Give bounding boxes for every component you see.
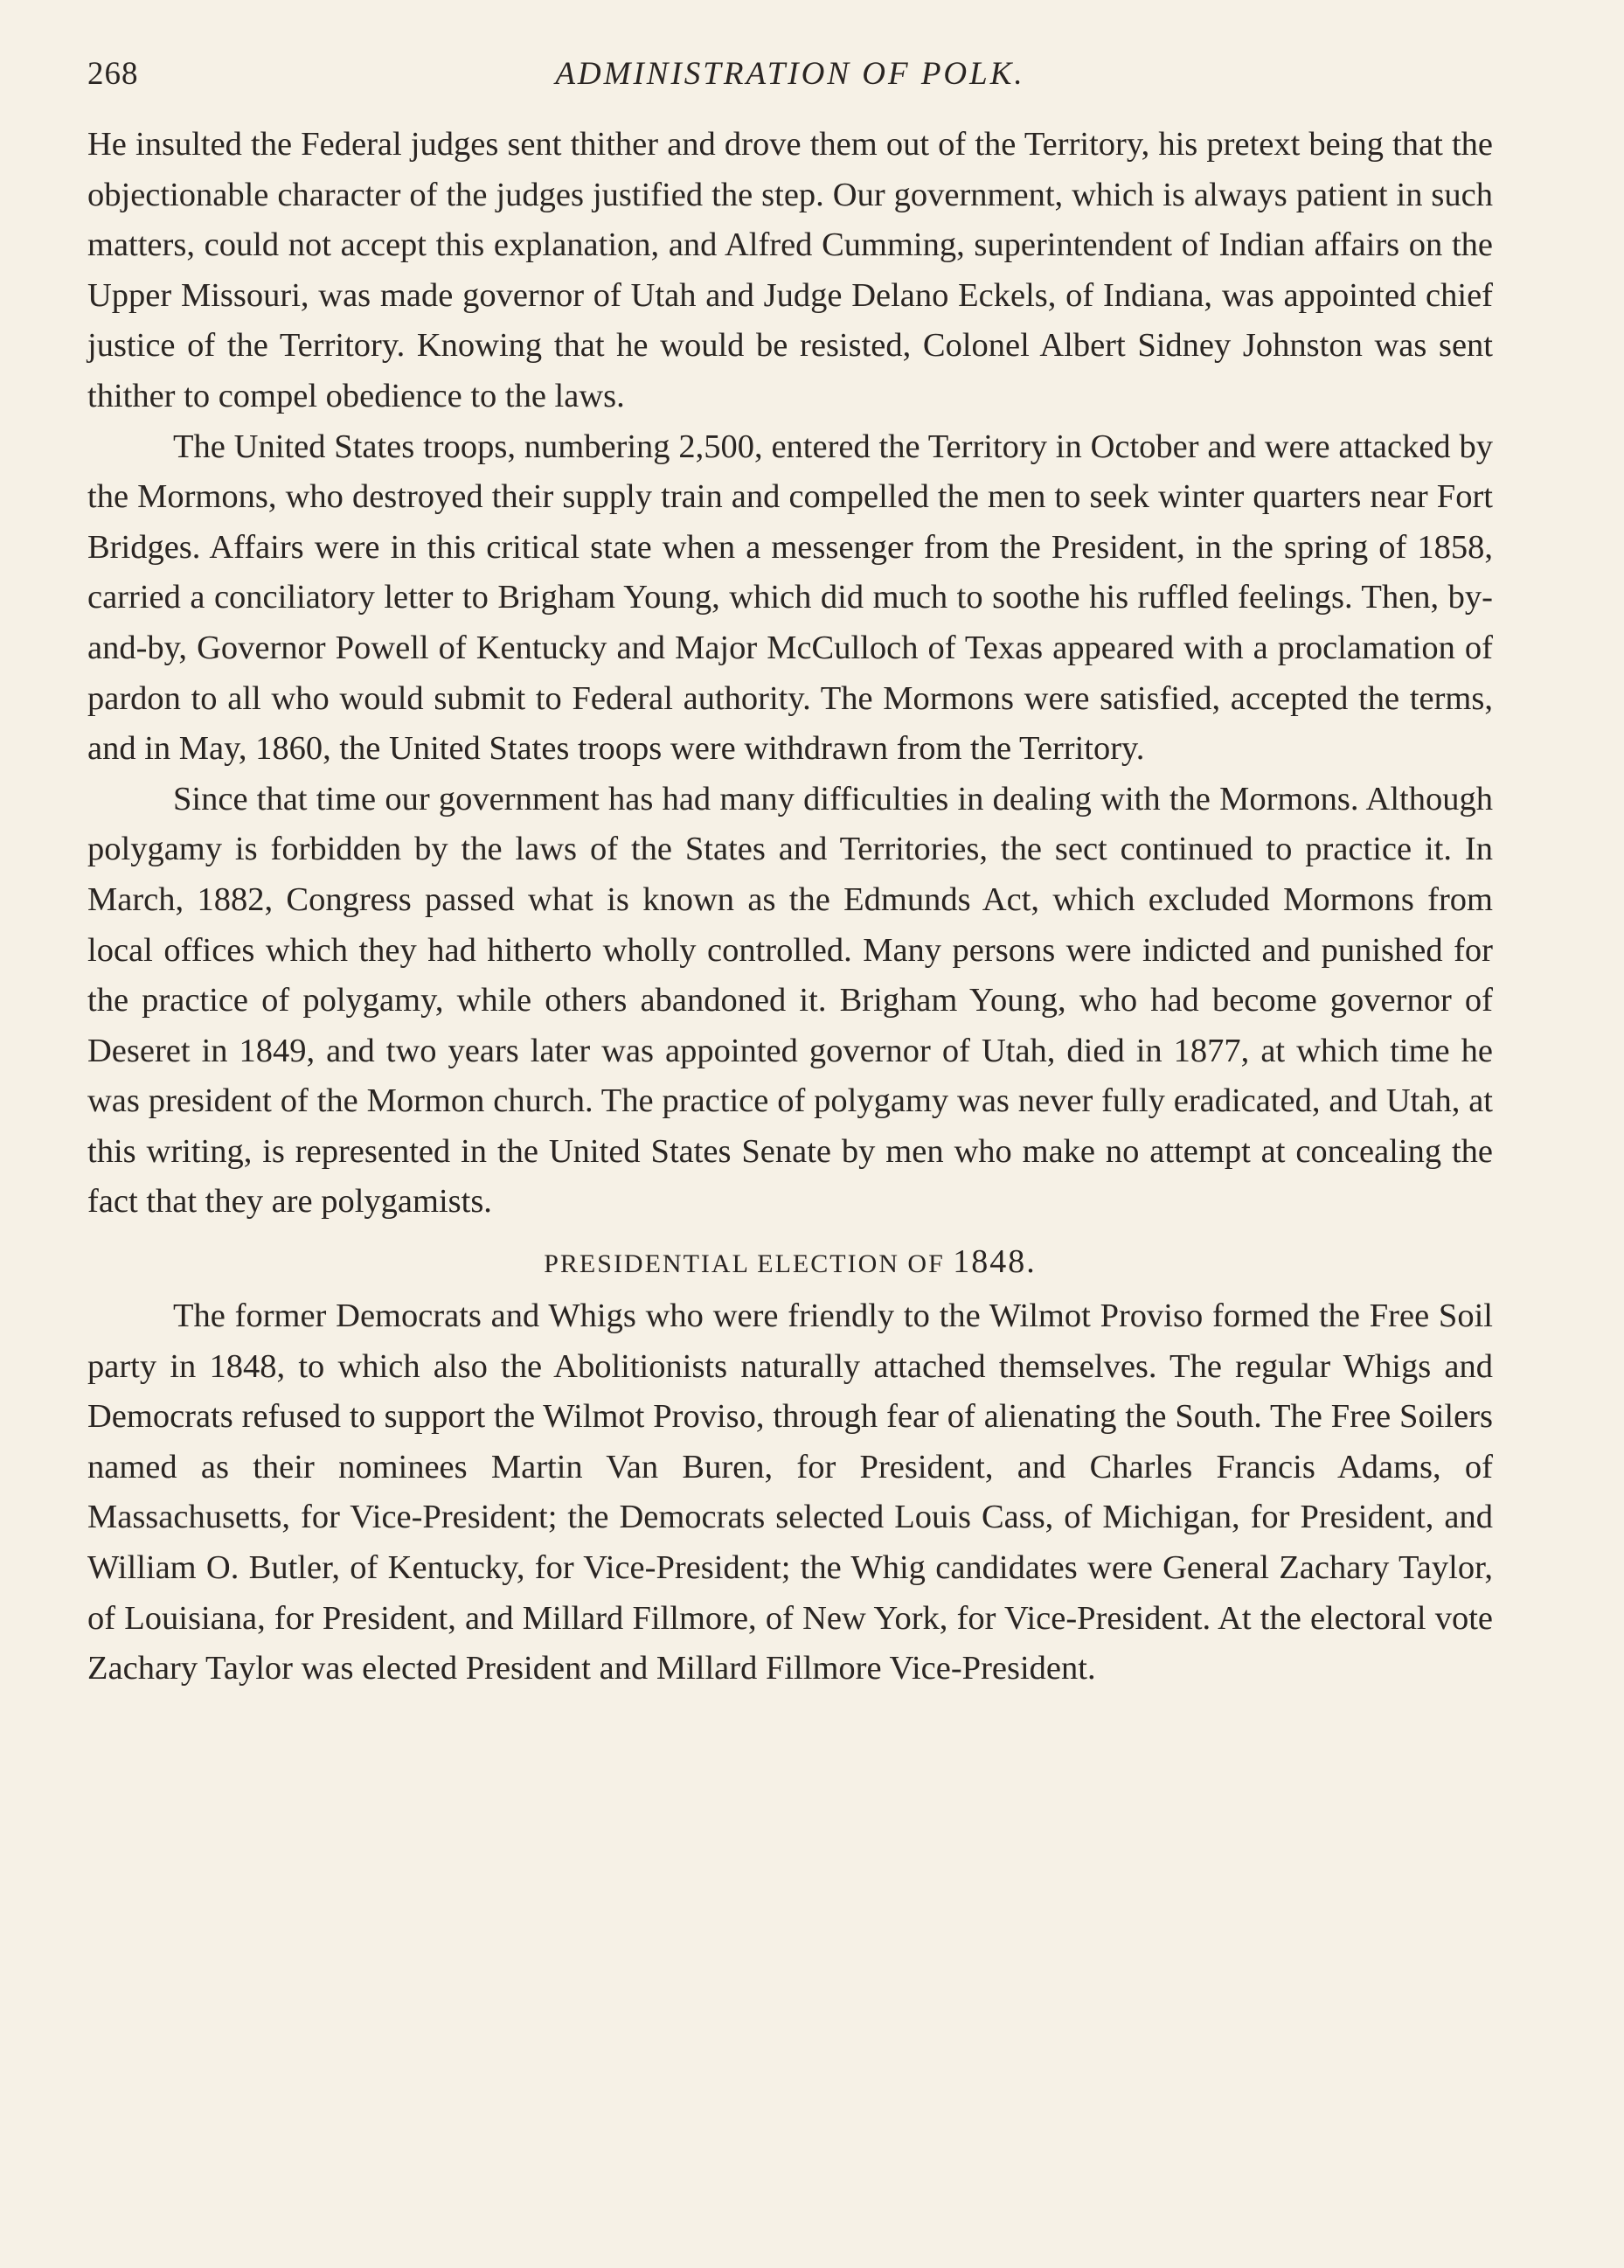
paragraph-1: He insulted the Federal judges sent thither and drove them out of the Territory, his pretext being that the objectionable character of the judges justified the step. Our government, which is always patient in such matters, could not accept this explanation, and Alfred Cumming, superintendent of Indian affairs on the Upper Missouri, was made governor of Utah and Judge Delano Eckels, of Indiana, was appointed chief justice of the Territory. Knowing that he would be resisted, Colonel Albert Sidney Johnston was sent thither to compel obedience to the laws. — [87, 126, 1493, 414]
paragraph-4: The former Democrats and Whigs who were friendly to the Wilmot Proviso formed the Free Soil party in 1848, to which also the Abolitionists naturally attached themselves. The regular Whigs and Democrats refused to support the Wilmot Proviso, through fear of alienating the South. The Free Soilers named as their nominees Martin Van Buren, for President, and Charles Francis Adams, of Massachusetts, for Vice-President; the Democrats selected Louis Cass, of Michigan, for President, and William O. Butler, of Kentucky, for Vice-President; the Whig candidates were General Zachary Taylor, of Louisiana, for President, and Millard Fillmore, of New York, for Vice-President. At the electoral vote Zachary Taylor was elected President and Millard Fillmore Vice-President. — [87, 1297, 1493, 1687]
section-heading — [87, 1240, 1493, 1286]
section-heading-text: PRESIDENTIAL ELECTION OF — [544, 1249, 945, 1279]
paragraph-3: Since that time our government has had many difficulties in dealing with the Mormons. Although polygamy is forbidden by the laws of the States and Territories, the sect continued to practice it. In March, 1882, Congress passed what is known as the Edmunds Act, which excluded Mormons from local offices which they had hitherto wholly controlled. Many persons were indicted and punished for the practice of polygamy, while others abandoned it. Brigham Young, who had become governor of Deseret in 1849, and two years later was appointed governor of Utah, died in 1877, at which time he was president of the Mormon church. The practice of polygamy was never fully eradicated, and Utah, at this writing, is represented in the United States Senate by men who make no attempt at concealing the fact that they are polygamists. — [87, 780, 1493, 1221]
running-head — [87, 48, 1493, 109]
body-text — [87, 120, 1493, 1694]
section-heading-year: 1848. — [953, 1243, 1037, 1281]
running-head-title: ADMINISTRATION OF POLK. — [555, 56, 1025, 92]
paragraph-2: The United States troops, numbering 2,500, entered the Territory in October and were attacked by the Mormons, who destroyed their supply train and compelled the men to seek winter quarters near Fort Bridges. Affairs were in this critical state when a messenger from the President, in the spring of 1858, carried a conciliatory letter to Brigham Young, which did much to soothe his ruffled feelings. Then, by-and-by, Governor Powell of Kentucky and Major McCulloch of Texas appeared with a proclamation of pardon to all who would submit to Federal authority. The Mormons were satisfied, accepted the terms, and in May, 1860, the United States troops were withdrawn from the Territory. — [87, 428, 1493, 768]
page-number: 268 — [87, 56, 139, 92]
